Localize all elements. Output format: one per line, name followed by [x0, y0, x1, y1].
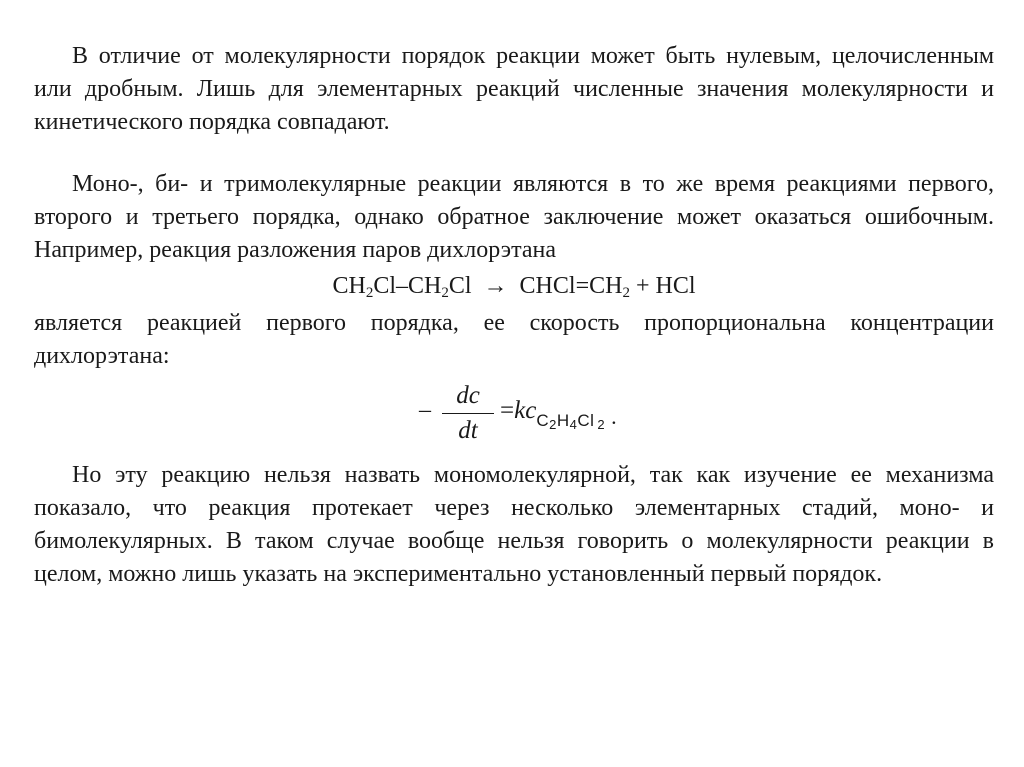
- formula-period: .: [611, 404, 617, 429]
- paragraph-first-order: является реакцией первого порядка, ее скорость пропорциональна концентрации дихлорэтана:: [34, 310, 994, 369]
- fraction-numerator: dc: [456, 382, 480, 409]
- subscript-element: H: [556, 411, 570, 430]
- subscript-count: 4: [569, 417, 578, 432]
- subscript-element: C: [536, 411, 550, 430]
- plus-sign: +: [635, 273, 650, 299]
- derivative-fraction: [436, 381, 500, 446]
- reactant-part: Cl: [448, 273, 472, 299]
- subscript-count: 2: [549, 417, 557, 432]
- rate-law-formula: [34, 381, 994, 449]
- subscript: 2: [622, 285, 630, 301]
- equals-sign: =: [500, 397, 515, 424]
- subscript-element: Cl: [577, 411, 595, 430]
- fraction-denominator: dt: [458, 417, 478, 444]
- reaction-equation: [34, 270, 994, 303]
- fraction-bar: [442, 413, 494, 414]
- product-part: HCl: [655, 273, 696, 299]
- subscript-count: 2: [597, 417, 606, 432]
- paragraph-molecularity-vs-order: В отличие от молекулярности порядок реакции может быть нулевым, целочисленным или дробным. Лишь для элементарных реакций численные значения молекулярности и кинетического порядка совпадают.: [34, 43, 994, 135]
- reactant-part: Cl–CH: [373, 273, 442, 299]
- reactant-part: CH: [332, 273, 366, 299]
- product-part: CHCl=CH: [519, 273, 623, 299]
- spacer: [34, 139, 994, 168]
- concentration-subscript: [536, 411, 605, 430]
- subscript: 2: [441, 285, 449, 301]
- reaction-arrow-icon: →: [483, 273, 508, 299]
- formula-rhs: [500, 397, 617, 432]
- minus-sign: –: [419, 397, 431, 423]
- rate-constant-term: kc: [514, 397, 537, 424]
- subscript: 2: [365, 285, 374, 301]
- paragraph-mechanism: Но эту реакцию нельзя назвать мономолекулярной, так как изучение ее механизма показало, что реакция протекает через несколько элементарных стадий, моно- и бимолекулярных. В таком случае вообще нельзя говорить о молекулярности реакции в целом, можно лишь указать на экспериментально установленный первый порядок.: [34, 462, 994, 587]
- paragraph-mono-bi-tri: Моно-, би- и тримолекулярные реакции являются в то же время реакциями первого, второго и третьего порядка, однако обратное заключение может оказаться ошибочным. Например, реакция разложения паров дихлорэтана: [34, 171, 994, 263]
